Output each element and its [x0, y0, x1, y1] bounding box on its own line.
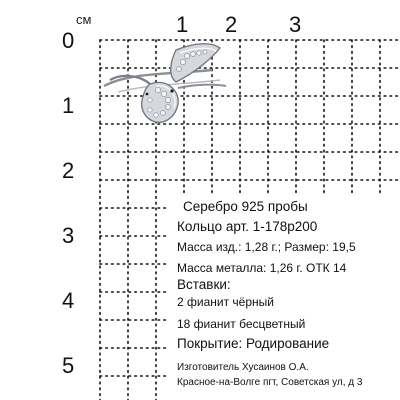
maker-text: Изготовитель Хусаинов О.А.	[177, 362, 309, 373]
x-label-1: 1	[176, 12, 189, 37]
metal-mass-text: Масса металла: 1,26 г. ОТК 14	[177, 261, 347, 275]
y-label-5: 5	[62, 353, 75, 378]
y-label-0: 0	[62, 28, 75, 53]
material-text: Серебро 925 пробы	[183, 199, 308, 214]
x-label-2: 2	[225, 12, 238, 37]
coating-text: Покрытие: Родирование	[177, 336, 330, 351]
y-label-2: 2	[62, 158, 75, 183]
insert-black-cz: 2 фианит чёрный	[177, 295, 274, 309]
y-label-3: 3	[62, 223, 75, 248]
article-text: Кольцо арт. 1-178р200	[177, 219, 318, 234]
address-text: Красное-на-Волге пгт, Советская ул, д 3	[177, 377, 363, 388]
inserts-label: Вставки:	[177, 277, 231, 292]
unit-label: см	[76, 12, 92, 27]
insert-clear-cz: 18 фианит бесцветный	[177, 317, 306, 331]
y-label-1: 1	[62, 93, 75, 118]
mass-size-text: Масса изд.: 1,28 г.; Размер: 19,5	[177, 240, 356, 254]
x-label-3: 3	[289, 12, 302, 37]
y-label-4: 4	[62, 288, 75, 313]
